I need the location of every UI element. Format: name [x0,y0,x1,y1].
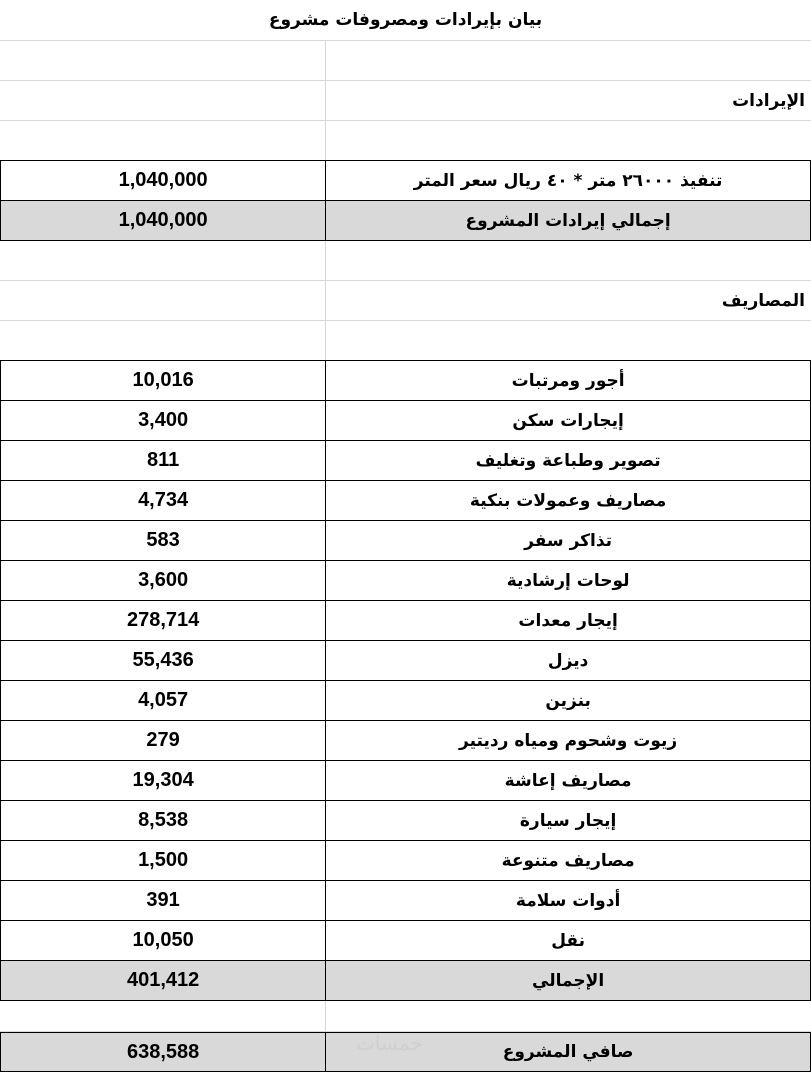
expense-value[interactable]: 279 [1,721,326,760]
expense-label[interactable]: إيجار سيارة [519,810,617,831]
expense-row [0,601,811,641]
expense-label[interactable]: مصاريف متنوعة [501,850,635,871]
expense-row [0,441,811,481]
expense-label[interactable]: لوحات إرشادية [506,570,630,591]
revenue-total-value[interactable]: 1,040,000 [1,201,326,240]
expense-row [0,641,811,681]
expense-row [0,360,811,401]
expense-row [0,841,811,881]
expense-row [0,801,811,841]
title-row [0,0,811,41]
expense-row [0,481,811,521]
expense-value[interactable]: 4,057 [1,681,326,720]
expenses-total-row [0,961,811,1001]
expense-value[interactable]: 10,050 [1,921,326,960]
revenue-row [0,160,811,201]
expense-row [0,401,811,441]
expense-label[interactable]: إيجارات سكن [512,410,624,431]
empty-cell[interactable] [326,1001,811,1031]
revenue-value[interactable]: 1,040,000 [1,161,326,200]
empty-row [0,321,811,361]
empty-cell[interactable] [326,241,811,280]
expense-label[interactable]: تصوير وطباعة وتغليف [475,450,661,471]
expense-value[interactable]: 583 [1,521,326,560]
revenue-total-row [0,201,811,241]
expense-label[interactable]: أجور ومرتبات [511,370,625,391]
expense-row [0,761,811,801]
expense-label[interactable]: تذاكر سفر [524,530,613,551]
expense-value[interactable]: 19,304 [1,761,326,800]
empty-row [0,121,811,161]
empty-cell[interactable] [0,81,326,120]
expenses-section-label[interactable]: المصاريف [721,290,805,311]
expense-row [0,881,811,921]
empty-cell[interactable] [0,41,326,80]
expense-row [0,721,811,761]
expense-value[interactable]: 3,400 [1,401,326,440]
empty-row [0,41,811,81]
expenses-section-row [0,281,811,321]
expense-label[interactable]: بنزين [545,690,591,711]
revenue-total-label[interactable]: إجمالي إيرادات المشروع [465,210,671,231]
expense-label[interactable]: نقل [551,930,585,951]
revenue-section-label[interactable]: الإيرادات [732,90,805,111]
expense-value[interactable]: 10,016 [1,361,326,400]
expense-label[interactable]: مصاريف إعاشة [504,770,632,791]
empty-cell[interactable] [326,321,811,360]
revenue-label[interactable]: تنفيذ ٢٦٠٠٠ متر * ٤٠ ريال سعر المتر [413,170,723,191]
empty-cell[interactable] [0,281,326,320]
empty-cell[interactable] [326,121,811,160]
watermark: خمسات [356,1031,423,1055]
expense-row [0,921,811,961]
expense-value[interactable]: 1,500 [1,841,326,880]
empty-row [0,241,811,281]
empty-cell[interactable] [0,1001,326,1031]
expense-label[interactable]: أدوات سلامة [515,890,621,911]
expenses-total-value[interactable]: 401,412 [1,961,326,1000]
empty-row [0,1001,811,1032]
empty-cell[interactable] [0,121,326,160]
expense-label[interactable]: ديزل [547,650,589,671]
net-label[interactable]: صافي المشروع [502,1042,634,1062]
expense-row [0,561,811,601]
expense-value[interactable]: 811 [1,441,326,480]
expense-label[interactable]: زيوت وشحوم ومياه رديتير [459,730,678,751]
empty-cell[interactable] [326,41,811,80]
expense-row [0,681,811,721]
expenses-total-label[interactable]: الإجمالي [532,970,605,991]
net-value[interactable]: 638,588 [1,1033,326,1071]
expense-value[interactable]: 8,538 [1,801,326,840]
expense-value[interactable]: 3,600 [1,561,326,600]
empty-cell[interactable] [0,321,326,360]
revenue-section-row [0,81,811,121]
expense-value[interactable]: 55,436 [1,641,326,680]
expense-value[interactable]: 278,714 [1,601,326,640]
sheet-title[interactable]: بيان بإيرادات ومصروفات مشروع [268,10,543,30]
expense-label[interactable]: إيجار معدات [518,610,618,631]
expense-row [0,521,811,561]
expense-label[interactable]: مصاريف وعمولات بنكية [469,490,667,511]
expense-value[interactable]: 391 [1,881,326,920]
empty-cell[interactable] [0,241,326,280]
expense-value[interactable]: 4,734 [1,481,326,520]
